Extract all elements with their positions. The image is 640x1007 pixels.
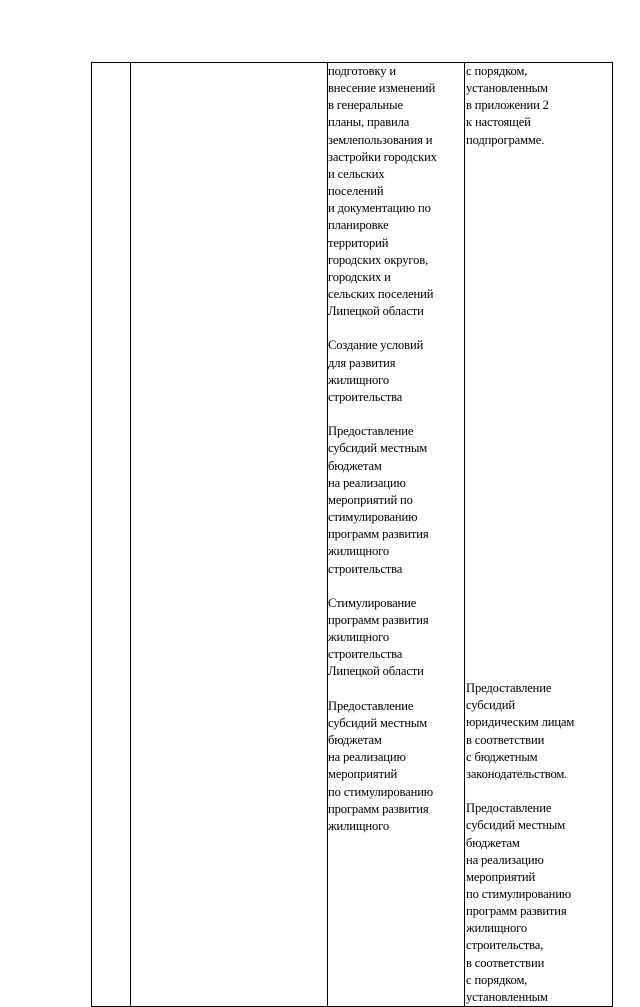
blank-line (466, 252, 612, 269)
text-line: планировке (328, 218, 389, 233)
text-line: и сельских (328, 166, 385, 181)
blank-line (466, 337, 612, 354)
text-line: установленным (466, 989, 548, 1004)
blank-line (466, 612, 612, 629)
blank-line (466, 646, 612, 663)
blank-line (466, 440, 612, 457)
text-line: мероприятий (466, 869, 536, 884)
text-line: бюджетам (328, 458, 382, 473)
text-line: строительства (328, 561, 403, 576)
text-line: программ развития (328, 527, 429, 542)
text-line: по стимулированию (466, 887, 572, 901)
blank-line (466, 217, 612, 234)
table-cell-name (131, 63, 328, 1007)
text-line: с порядком, (466, 972, 528, 987)
text-line: мероприятий (328, 767, 398, 782)
blank-line (328, 406, 464, 423)
text-line: стимулированию (328, 510, 418, 525)
blank-line (466, 457, 612, 474)
text-line: застройки городских (328, 149, 437, 164)
blank-line (466, 166, 612, 183)
blank-line (466, 320, 612, 337)
blank-line (466, 406, 612, 423)
blank-line (466, 389, 612, 406)
text-line: на реализацию (466, 852, 544, 867)
blank-line (466, 303, 612, 320)
table-cell-measures (328, 63, 465, 1007)
text-line: в соответствии (466, 955, 545, 970)
text-line: городских округов, (328, 252, 429, 267)
text-line: Предоставление (328, 424, 414, 439)
blank-line (466, 372, 612, 389)
text-line: бюджетам (466, 835, 520, 850)
blank-line (466, 183, 612, 200)
text-line: жилищного (328, 544, 389, 559)
table-cell-mechanism (465, 63, 613, 1007)
blank-line (466, 423, 612, 440)
text-line: жилищного (328, 372, 389, 387)
blank-line (466, 629, 612, 646)
text-line: Создание условий (328, 338, 424, 353)
text-line: и документацию по (328, 201, 431, 216)
text-line: субсидий местным (466, 818, 566, 833)
text-line: юридическим лицам (466, 715, 575, 730)
blank-line (466, 663, 612, 680)
blank-line (466, 200, 612, 217)
text-line: подготовку и (328, 64, 396, 78)
blank-line (466, 509, 612, 526)
blank-line (466, 492, 612, 509)
text-line: Липецкой области (328, 304, 424, 319)
text-line: территорий (328, 235, 389, 250)
text-line: для развития (328, 355, 396, 370)
text-line: законодательством. (466, 766, 568, 781)
text-line: городских и (328, 269, 391, 284)
text-line: в соответствии (466, 732, 545, 747)
program-table (91, 62, 613, 1007)
text-line: на реализацию (328, 750, 406, 765)
text-line: жилищного (328, 818, 389, 833)
text-line: сельских поселений (328, 287, 434, 302)
blank-line (466, 783, 612, 800)
text-line: планы, правила (328, 115, 410, 130)
text-line: на реализацию (328, 475, 406, 490)
text-line: землепользования и (328, 132, 433, 147)
blank-line (466, 234, 612, 251)
text-line: Предоставление (466, 681, 552, 696)
table-row (92, 63, 613, 1007)
text-line: строительства (328, 647, 403, 662)
text-line: Предоставление (328, 698, 414, 713)
blank-line (466, 577, 612, 594)
text-line: в генеральные (328, 98, 403, 113)
text-line: установленным (466, 81, 548, 96)
blank-line (466, 526, 612, 543)
mechanism-text (465, 63, 612, 1006)
text-line: программ развития (466, 904, 567, 919)
blank-line (466, 286, 612, 303)
text-line: жилищного (328, 630, 389, 645)
text-line: программ развития (328, 801, 429, 816)
text-line: в приложении 2 (466, 98, 549, 113)
text-line: с бюджетным (466, 749, 538, 764)
text-line: строительства, (466, 938, 544, 953)
text-line: жилищного (466, 921, 527, 936)
text-line: бюджетам (328, 733, 382, 748)
text-line: строительства (328, 389, 403, 404)
text-line: Липецкой области (328, 664, 424, 679)
text-line: Предоставление (466, 801, 552, 816)
text-line: субсидий местным (328, 441, 428, 456)
blank-line (466, 474, 612, 491)
text-line: мероприятий по (328, 492, 413, 507)
text-line: Стимулирование (328, 595, 417, 610)
measures-text (328, 63, 464, 835)
blank-line (466, 354, 612, 371)
blank-line (466, 543, 612, 560)
table-cell-number (92, 63, 131, 1007)
text-line: субсидий местным (328, 715, 428, 730)
text-line: субсидий (466, 698, 515, 713)
blank-line (328, 681, 464, 698)
text-line: поселений (328, 184, 384, 199)
blank-line (328, 578, 464, 595)
text-line: подпрограмме. (466, 132, 545, 147)
text-line: к настоящей (466, 115, 531, 130)
blank-line (466, 560, 612, 577)
text-line: с порядком, (466, 64, 528, 78)
blank-line (466, 594, 612, 611)
text-line: программ развития (328, 612, 429, 627)
blank-line (466, 269, 612, 286)
text-line: внесение изменений (328, 81, 436, 96)
blank-line (328, 320, 464, 337)
blank-line (466, 149, 612, 166)
text-line: по стимулированию (328, 784, 434, 799)
